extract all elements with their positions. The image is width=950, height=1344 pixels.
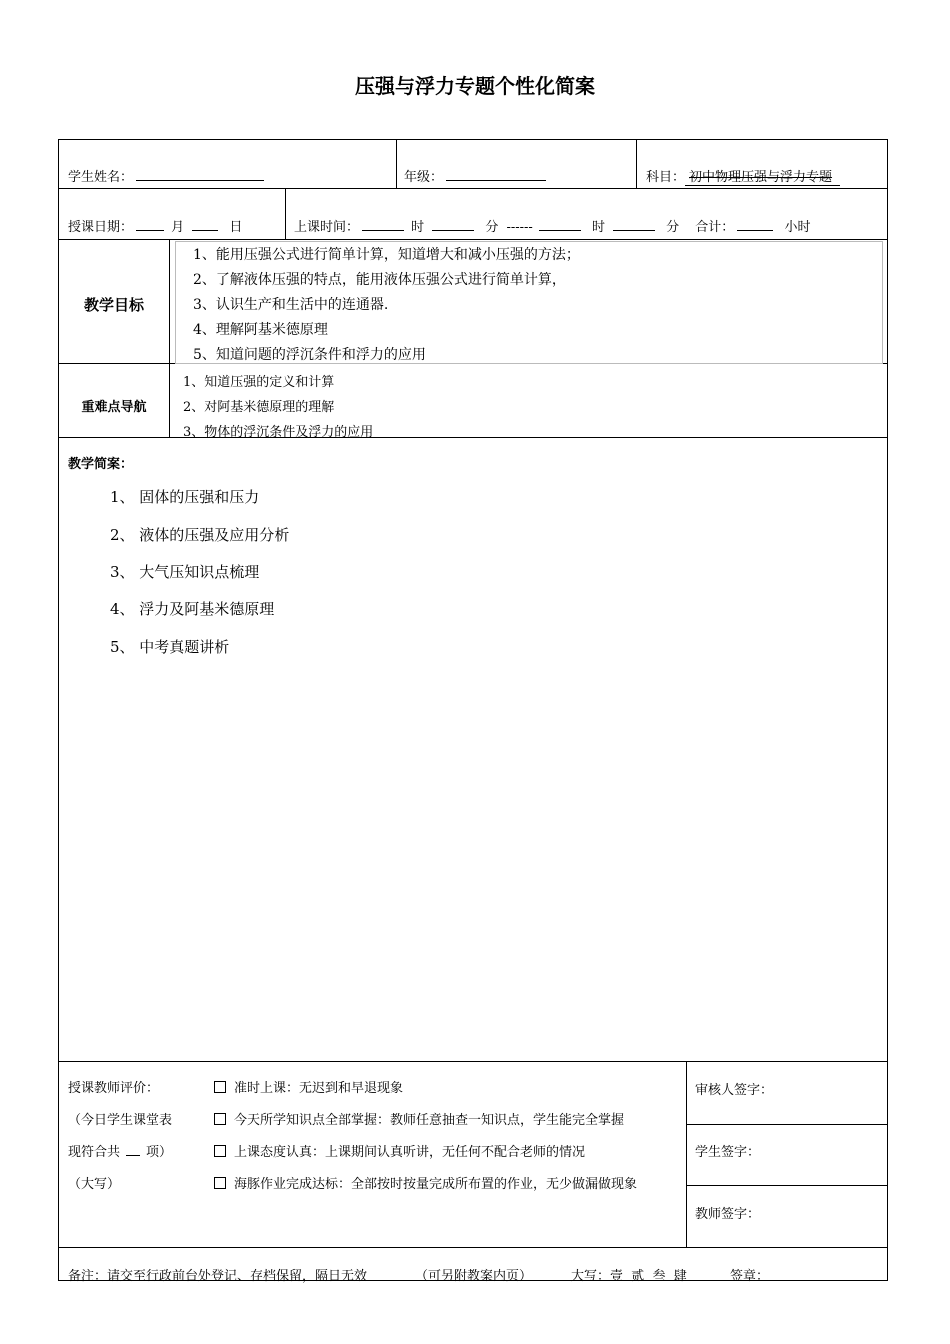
objective-item: 3、认识生产和生活中的连通器. bbox=[193, 297, 389, 313]
count-suffix: 项） bbox=[146, 1145, 173, 1160]
checkbox[interactable] bbox=[214, 1081, 226, 1093]
total-label: 合计： bbox=[695, 220, 735, 235]
day-blank[interactable] bbox=[192, 218, 218, 231]
check-item[interactable] bbox=[214, 1141, 585, 1160]
col-divider bbox=[169, 239, 170, 437]
col-divider bbox=[636, 140, 637, 188]
key-point-item: 3、物体的浮沉条件及浮力的应用 bbox=[183, 425, 374, 440]
signature-divider bbox=[686, 1185, 887, 1186]
end-minute-blank[interactable] bbox=[613, 218, 655, 231]
footer-seal: 签章： bbox=[730, 1269, 770, 1284]
day-label: 日 bbox=[229, 220, 243, 235]
minute-label: 分 bbox=[485, 220, 499, 235]
checkbox[interactable] bbox=[214, 1113, 226, 1125]
objective-item: 4、理解阿基米德原理 bbox=[193, 322, 328, 338]
grade-blank[interactable] bbox=[446, 168, 546, 181]
objective-item: 1、能用压强公式进行简单计算，知道增大和减小压强的方法； bbox=[193, 247, 580, 263]
evaluation-capital-note: （大写） bbox=[68, 1177, 121, 1192]
check-label: 上课态度认真：上课期间认真听讲，无任何不配合老师的情况 bbox=[234, 1145, 586, 1160]
month-label: 月 bbox=[171, 220, 185, 235]
signature-divider bbox=[686, 1124, 887, 1125]
objective-item: 2、了解液体压强的特点，能用液体压强公式进行简单计算， bbox=[193, 272, 566, 288]
grade-field bbox=[404, 166, 549, 185]
plan-item: 4、 浮力及阿基米德原理 bbox=[110, 600, 275, 618]
student-name-label: 学生姓名： bbox=[68, 170, 134, 185]
check-item[interactable] bbox=[214, 1077, 403, 1096]
key-points-label: 重难点导航 bbox=[81, 400, 147, 415]
evaluation-count bbox=[68, 1141, 172, 1160]
col-divider bbox=[285, 188, 286, 239]
count-label: 现符合共 bbox=[68, 1145, 121, 1160]
time-dash: ------ bbox=[506, 220, 533, 235]
checkbox[interactable] bbox=[214, 1177, 226, 1189]
plan-label: 教学简案： bbox=[68, 457, 134, 472]
month-blank[interactable] bbox=[136, 218, 164, 231]
check-label: 海豚作业完成达标：全部按时按量完成所布置的作业，无少做漏做现象 bbox=[234, 1177, 638, 1192]
plan-item: 1、 固体的压强和压力 bbox=[110, 488, 260, 506]
start-minute-blank[interactable] bbox=[432, 218, 474, 231]
minute2-label: 分 bbox=[666, 220, 680, 235]
subject-field bbox=[646, 166, 840, 186]
date-label: 授课日期： bbox=[68, 220, 134, 235]
check-label: 准时上课：无迟到和早退现象 bbox=[234, 1081, 404, 1096]
row-divider bbox=[59, 1061, 887, 1062]
student-signature-label: 学生签字： bbox=[695, 1145, 761, 1160]
footer-capital: 大写：壹 贰 叁 肆 bbox=[571, 1269, 687, 1284]
page-title: 压强与浮力专题个性化简案 bbox=[355, 74, 595, 98]
key-point-item: 2、对阿基米德原理的理解 bbox=[183, 400, 335, 415]
hour-label: 时 bbox=[411, 220, 425, 235]
plan-item: 5、 中考真题讲析 bbox=[110, 638, 230, 656]
checkbox[interactable] bbox=[214, 1145, 226, 1157]
subject-label: 科目： bbox=[646, 170, 686, 185]
key-point-item: 1、知道压强的定义和计算 bbox=[183, 375, 335, 390]
row-divider bbox=[59, 1247, 887, 1248]
subject-value: 初中物理压强与浮力专题 bbox=[685, 166, 840, 186]
grade-label: 年级： bbox=[404, 170, 444, 185]
teacher-signature-label: 教师签字： bbox=[695, 1207, 761, 1222]
check-item[interactable] bbox=[214, 1173, 637, 1192]
student-name-field bbox=[68, 166, 267, 185]
count-blank[interactable] bbox=[126, 1143, 140, 1156]
plan-item: 3、 大气压知识点梳理 bbox=[110, 563, 260, 581]
footer-extra: （可另附教案内页） bbox=[415, 1269, 533, 1284]
reviewer-signature-label: 审核人签字： bbox=[695, 1083, 774, 1098]
student-name-blank[interactable] bbox=[136, 168, 264, 181]
row-divider bbox=[59, 188, 887, 189]
footer-note: 备注：请交至行政前台处登记、存档保留，隔日无效 bbox=[68, 1269, 368, 1284]
end-hour-blank[interactable] bbox=[539, 218, 581, 231]
evaluation-label: 授课教师评价： bbox=[68, 1081, 160, 1096]
hours-label: 小时 bbox=[784, 220, 811, 235]
lesson-time-field bbox=[294, 216, 810, 235]
start-hour-blank[interactable] bbox=[362, 218, 404, 231]
col-divider bbox=[396, 140, 397, 188]
total-hours-blank[interactable] bbox=[737, 218, 773, 231]
evaluation-note: （今日学生课堂表 bbox=[68, 1113, 173, 1128]
time-label: 上课时间： bbox=[294, 220, 360, 235]
plan-item: 2、 液体的压强及应用分析 bbox=[110, 526, 290, 544]
row-divider bbox=[59, 239, 887, 240]
check-label: 今天所学知识点全部掌握：教师任意抽查一知识点，学生能完全掌握 bbox=[234, 1113, 625, 1128]
hour2-label: 时 bbox=[591, 220, 605, 235]
objectives-label: 教学目标 bbox=[83, 296, 144, 314]
lesson-date-field bbox=[68, 216, 242, 235]
lesson-plan-form bbox=[58, 139, 888, 1284]
col-divider bbox=[686, 1061, 687, 1247]
check-item[interactable] bbox=[214, 1109, 624, 1128]
objective-item: 5、知道问题的浮沉条件和浮力的应用 bbox=[193, 347, 426, 363]
